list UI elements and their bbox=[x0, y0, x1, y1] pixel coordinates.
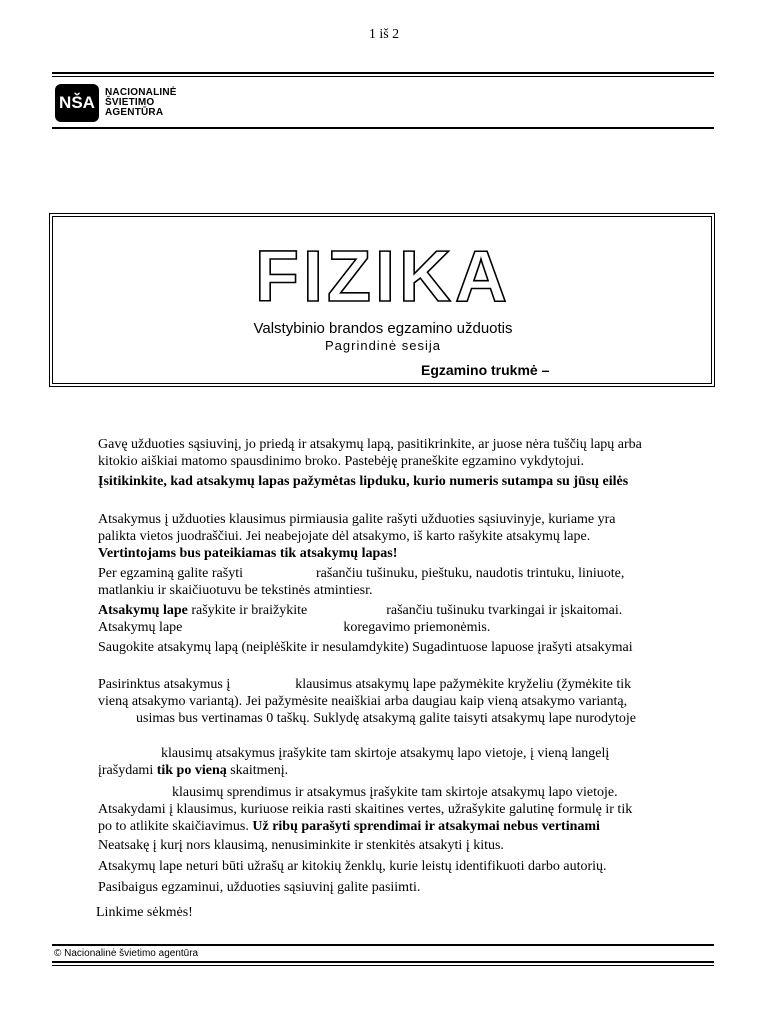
instruction-fragment: tik po vieną bbox=[156, 763, 227, 778]
instruction-paragraph bbox=[98, 858, 703, 875]
instruction-paragraph bbox=[98, 879, 703, 896]
instruction-line: Atsakydami į klausimus, kuriuose reikia rasti skaitines vertes, užrašykite galutinę formulę ir tik bbox=[98, 802, 633, 817]
instruction-paragraph bbox=[98, 473, 703, 490]
instruction-line bbox=[98, 762, 703, 779]
logo-line: AGENTŪRA bbox=[105, 107, 164, 118]
instruction-paragraph bbox=[98, 784, 703, 835]
instruction-line: Atsakymų lape neturi būti užrašų ar kitokių ženklų, kurie leistų identifikuoti darbo autorių. bbox=[98, 859, 607, 874]
logo-line: ŠVIETIMO bbox=[105, 97, 155, 108]
instruction-fragment: rašykite ir braižykite bbox=[191, 603, 308, 618]
header-rule-top bbox=[52, 72, 714, 74]
instruction-line bbox=[98, 710, 703, 727]
logo-mark: NŠA bbox=[55, 84, 99, 122]
instruction-fragment: Sugadintuose lapuose įrašyti atsakymai bbox=[412, 640, 633, 655]
instruction-fragment: usimas bus vertinamas 0 taškų. Suklydę atsakymą galite taisyti atsakymų lape nurodytoje bbox=[136, 711, 637, 726]
instruction-line: palikta vietos juodraščiui. Jei neabejojate dėl atsakymo, iš karto rašykite atsakymų lape. bbox=[98, 529, 591, 544]
instruction-line bbox=[98, 676, 703, 693]
instruction-line: Gavę užduoties sąsiuvinį, jo priedą ir atsakymų lapą, pasitikrinkite, ar juose nėra tuščių lapų arba bbox=[98, 437, 642, 452]
instruction-paragraph bbox=[98, 745, 703, 779]
instruction-fragment: skaitmenį. bbox=[230, 763, 289, 778]
instruction-fragment: įrašydami bbox=[98, 763, 154, 778]
instruction-line bbox=[98, 619, 703, 636]
instruction-line: Atsakymus į užduoties klausimus pirmiausia galite rašyti užduoties sąsiuvinyje, kuriame yra bbox=[98, 512, 616, 527]
instruction-line bbox=[98, 745, 703, 762]
instruction-fragment: Atsakymų lape bbox=[98, 620, 183, 635]
instruction-line: Pasibaigus egzaminui, užduoties sąsiuvinį galite pasiimti. bbox=[98, 880, 421, 895]
instruction-fragment: po to atlikite skaičiavimus. bbox=[98, 819, 249, 834]
instruction-paragraph bbox=[98, 676, 703, 727]
instruction-line: matlankiu ir skaičiuotuvu be tekstinės atmintiesr. bbox=[98, 583, 373, 598]
title-box bbox=[52, 216, 712, 384]
instruction-fragment: Pasirinktus atsakymus į bbox=[98, 677, 231, 692]
instruction-line: kitokio aiškiai matomo spausdinimo broko. Pastebėję praneškite egzamino vykdytojui. bbox=[98, 454, 585, 469]
exam-duration-label: Egzamino trukmė – bbox=[421, 362, 550, 378]
closing-line bbox=[96, 904, 701, 921]
instruction-fragment: Atsakymų lape bbox=[98, 603, 188, 618]
exam-title bbox=[53, 239, 713, 309]
exam-title-text: FIZIKA bbox=[255, 239, 511, 309]
agency-logo bbox=[55, 84, 177, 122]
instruction-line: Neatsakę į kurį nors klausimą, nenusiminkite ir stenkitės atsakyti į kitus. bbox=[98, 838, 504, 853]
instruction-paragraph bbox=[98, 837, 703, 854]
footer-rule-bottom-1 bbox=[52, 961, 714, 963]
instruction-paragraph bbox=[98, 639, 703, 656]
instruction-line: Linkime sėkmės! bbox=[96, 905, 193, 920]
instruction-fragment: rašančiu tušinuku tvarkingai ir įskaitomai. bbox=[386, 603, 623, 618]
instruction-paragraph bbox=[98, 602, 703, 636]
instruction-paragraph bbox=[98, 565, 703, 599]
instruction-fragment: Per egzaminą galite rašyti bbox=[98, 566, 243, 581]
instruction-fragment: Saugokite atsakymų lapą (neiplėškite ir nesulamdykite) bbox=[98, 640, 409, 655]
instruction-fragment: klausimus atsakymų lape pažymėkite kryželiu (žymėkite tik bbox=[295, 677, 632, 692]
page-indicator: 1 iš 2 bbox=[368, 27, 400, 42]
footer-rule-top bbox=[52, 944, 714, 946]
header-rule-bottom bbox=[52, 76, 714, 77]
instruction-fragment: rašančiu tušinuku, pieštuku, naudotis trintuku, liniuote, bbox=[316, 566, 625, 581]
logo-line: NACIONALINĖ bbox=[105, 87, 177, 98]
instruction-line: Įsitikinkite, kad atsakymų lapas pažymėtas lipduku, kurio numeris sutampa su jūsų eilės bbox=[98, 474, 629, 489]
instruction-line bbox=[98, 602, 703, 619]
instruction-line bbox=[98, 818, 703, 835]
instruction-line bbox=[98, 639, 703, 656]
footer-rule-bottom-2 bbox=[52, 965, 714, 966]
instruction-paragraph bbox=[98, 436, 703, 470]
exam-session: Pagrindinė sesija bbox=[324, 338, 441, 353]
instruction-line bbox=[98, 565, 703, 582]
instruction-fragment: klausimų sprendimus ir atsakymus įrašykite tam skirtoje atsakymų lapo vietoje. bbox=[172, 785, 618, 800]
logo-text bbox=[105, 88, 177, 118]
exam-subtitle: Valstybinio brandos egzamino užduotis bbox=[253, 320, 513, 337]
instruction-line bbox=[98, 784, 703, 801]
instruction-fragment: klausimų atsakymus įrašykite tam skirtoje atsakymų lapo vietoje, į vieną langelį bbox=[161, 746, 610, 761]
instruction-fragment: Už ribų parašyti sprendimai ir atsakymai nebus vertinami bbox=[252, 819, 600, 834]
instruction-fragment: koregavimo priemonėmis. bbox=[343, 620, 491, 635]
instruction-line: Vertintojams bus pateikiamas tik atsakymų lapas! bbox=[98, 546, 398, 561]
instruction-paragraph bbox=[98, 511, 703, 562]
footer-copyright: © Nacionalinė švietimo agentūra bbox=[54, 948, 199, 959]
instruction-line: vieną atsakymo variantą). Jei pažymėsite neaiškiai arba daugiau kaip vieną atsakymo variantą, bbox=[98, 694, 628, 709]
logo-rule bbox=[52, 127, 714, 129]
